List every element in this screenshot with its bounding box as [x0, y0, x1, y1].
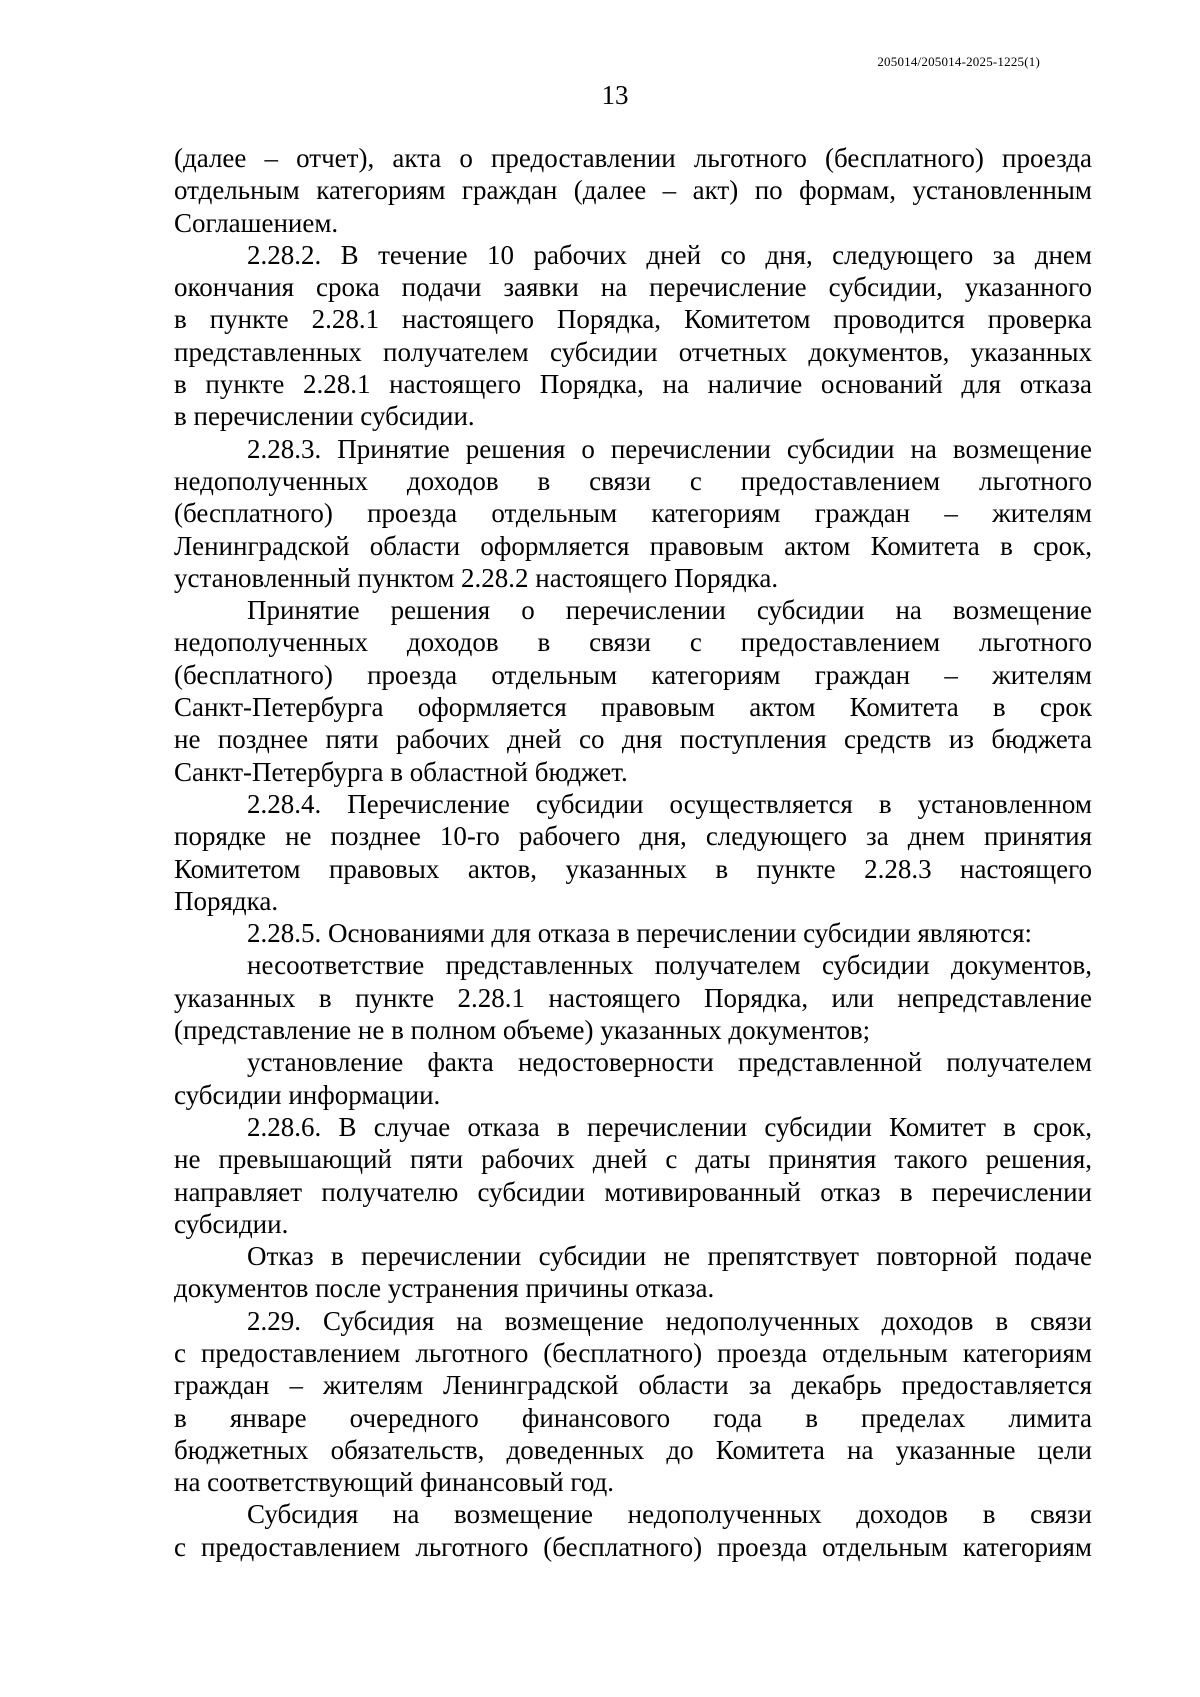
- paragraph-2-28-2: [174, 239, 1092, 433]
- text-line: (далее – отчет), акта о предоставлении льготного (бесплатного) проезда: [174, 143, 1092, 173]
- text-line: (бесплатного) проезда отдельным категориям граждан – жителям: [174, 498, 1092, 529]
- paragraph-2-28-4: [174, 788, 1092, 917]
- text-line: с предоставлением льготного (бесплатного) проезда отдельным категориям: [174, 1337, 1092, 1368]
- text-line: недополученных доходов в связи с предоставлением льготного: [174, 627, 1092, 658]
- text-line: отдельным категориям граждан (далее – акт) по формам, установленным: [174, 175, 1092, 206]
- text-line: (бесплатного) проезда отдельным категориям граждан – жителям: [174, 659, 1092, 690]
- text-line: на соответствующий финансовый год.: [174, 1467, 615, 1498]
- text-line: указанных в пункте 2.28.1 настоящего Порядка, или непредставление: [174, 982, 1092, 1013]
- text-line: порядке не позднее 10-го рабочего дня, следующего за днем принятия: [174, 821, 1092, 852]
- paragraph-subsidy-continued: [174, 1498, 1092, 1563]
- text-line: Принятие решения о перечислении субсидии на возмещение: [247, 595, 1092, 626]
- text-line: несоответствие представленных получателем субсидии документов,: [247, 950, 1092, 981]
- text-line: Соглашением.: [174, 207, 339, 238]
- paragraph-2-29: [174, 1305, 1092, 1499]
- text-line: Отказ в перечислении субсидии не препятствует повторной подаче: [247, 1241, 1092, 1272]
- text-line: установленный пунктом 2.28.2 настоящего Порядка.: [174, 562, 779, 593]
- paragraph-report-act: [174, 142, 1092, 239]
- text-line: Ленинградской области оформляется правовым актом Комитета в срок,: [174, 530, 1092, 561]
- text-line: в перечислении субсидии.: [174, 401, 475, 432]
- paragraph-noncompliance: [174, 949, 1092, 1046]
- text-line: представленных получателем субсидии отчетных документов, указанных: [174, 336, 1092, 367]
- text-line: не превышающий пяти рабочих дней с даты принятия такого решения,: [174, 1144, 1092, 1175]
- text-line: Санкт-Петербурга оформляется правовым актом Комитета в срок: [174, 692, 1092, 723]
- paragraph-unreliable-info: [174, 1046, 1092, 1111]
- text-line: направляет получателю субсидии мотивированный отказ в перечислении: [174, 1176, 1092, 1207]
- text-line: документов после устранения причины отказа.: [174, 1273, 715, 1304]
- text-line: в январе очередного финансового года в пределах лимита: [174, 1402, 1092, 1433]
- text-line: 2.28.4. Перечисление субсидии осуществляется в установленном: [247, 788, 1092, 819]
- text-line: Санкт-Петербурга в областной бюджет.: [174, 756, 628, 787]
- paragraph-spb-decision: [174, 594, 1092, 788]
- text-line: 2.28.5. Основаниями для отказа в перечислении субсидии являются:: [247, 918, 1033, 949]
- text-line: в пункте 2.28.1 настоящего Порядка, Комитетом проводится проверка: [174, 304, 1092, 335]
- document-body: [174, 142, 1092, 1563]
- document-id: 205014/205014-2025-1225(1): [877, 54, 1040, 69]
- text-line: окончания срока подачи заявки на перечисление субсидии, указанного: [174, 272, 1092, 303]
- paragraph-refusal-resubmit: [174, 1240, 1092, 1305]
- text-line: с предоставлением льготного (бесплатного) проезда отдельным категориям: [174, 1531, 1092, 1562]
- page-number: 13: [601, 80, 629, 110]
- text-line: субсидии.: [174, 1208, 289, 1239]
- text-line: Комитетом правовых актов, указанных в пункте 2.28.3 настоящего: [174, 853, 1092, 884]
- text-line: 2.28.3. Принятие решения о перечислении субсидии на возмещение: [247, 433, 1092, 464]
- text-line: недополученных доходов в связи с предоставлением льготного: [174, 465, 1092, 496]
- text-line: установление факта недостоверности представленной получателем: [247, 1047, 1092, 1078]
- text-line: не позднее пяти рабочих дней со дня поступления средств из бюджета: [174, 724, 1092, 755]
- text-line: 2.29. Субсидия на возмещение недополученных доходов в связи: [247, 1305, 1092, 1336]
- text-line: 2.28.2. В течение 10 рабочих дней со дня, следующего за днем: [247, 239, 1092, 270]
- paragraph-2-28-5: [174, 917, 1092, 949]
- text-line: в пункте 2.28.1 настоящего Порядка, на наличие оснований для отказа: [174, 369, 1092, 400]
- text-line: Порядка.: [174, 885, 279, 916]
- paragraph-2-28-3: [174, 433, 1092, 594]
- text-line: Субсидия на возмещение недополученных доходов в связи: [247, 1499, 1092, 1530]
- text-line: 2.28.6. В случае отказа в перечислении субсидии Комитет в срок,: [247, 1111, 1092, 1142]
- text-line: граждан – жителям Ленинградской области за декабрь предоставляется: [174, 1370, 1092, 1401]
- text-line: (представление не в полном объеме) указанных документов;: [174, 1015, 871, 1046]
- text-line: субсидии информации.: [174, 1079, 441, 1110]
- text-line: бюджетных обязательств, доведенных до Комитета на указанные цели: [174, 1434, 1092, 1465]
- paragraph-2-28-6: [174, 1111, 1092, 1240]
